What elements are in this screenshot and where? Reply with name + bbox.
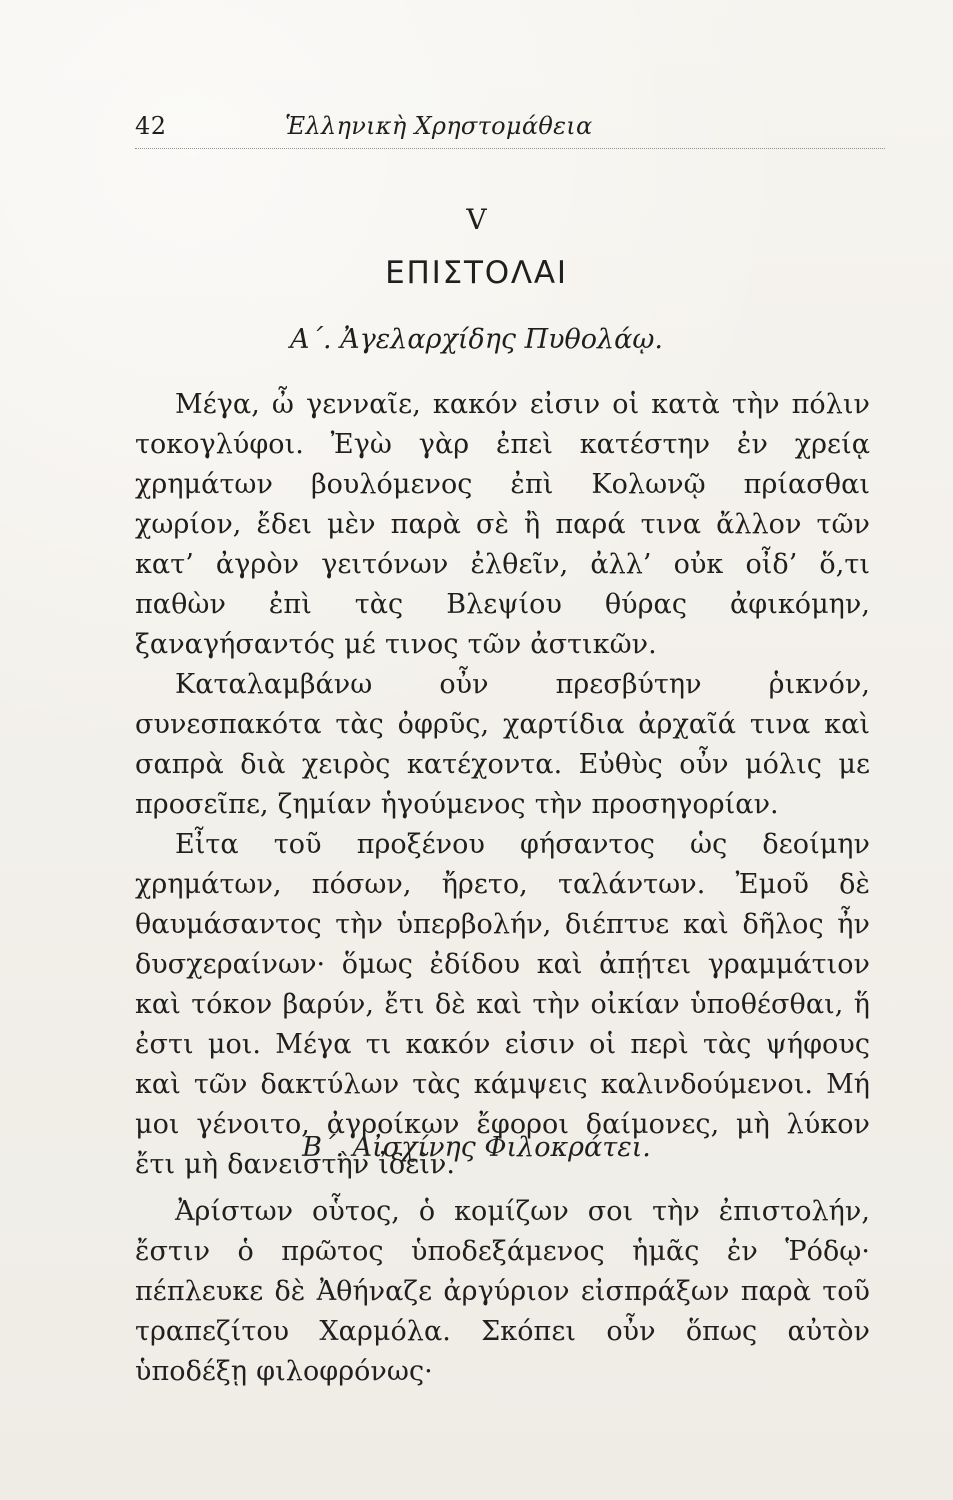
running-title: Ἑλληνικὴ Χρηστομάθεια — [285, 112, 593, 140]
letter-a-heading: Α΄. Ἀγελαρχίδης Πυθολάῳ. — [289, 324, 663, 355]
section-title: ΕΠΙΣΤΟΛΑΙ — [385, 255, 568, 291]
page-number: 42 — [135, 112, 167, 140]
letter-a-paragraph-2: Καταλαμβάνω οὖν πρεσβύτην ῥικνόν, συνεσπακότα τὰς ὀφρῦς, χαρτίδια ἀρχαῖά τινα καὶ σαπρὰ διὰ χειρὸς κατέχοντα. Εὐθὺς οὖν μόλις με προσεῖπε, ζημίαν ἡγούμενος τὴν προσηγορίαν. — [135, 669, 870, 820]
letter-a-body — [135, 385, 870, 1185]
letter-a-paragraph-3: Εἶτα τοῦ προξένου φήσαντος ὡς δεοίμην χρημάτων, πόσων, ἤρετο, ταλάντων. Ἐμοῦ δὲ θαυμάσαντος τὴν ὑπερβολήν, διέπτυε καὶ δῆλος ἦν δυσχεραίνων· ὅμως ἐδίδου καὶ ἀπῄτει γραμμάτιον καὶ τόκον βαρύν, ἔτι δὲ καὶ τὴν οἰκίαν ὑποθέσθαι, ἥ ἐστι μοι. Μέγα τι κακόν εἰσιν οἱ περὶ τὰς ψήφους καὶ τῶν δακτύλων τὰς κάμψεις καλινδούμενοι. Μή μοι γένοιτο, ἀγροίκων ἔφοροι δαίμονες, μὴ λύκον ἔτι μὴ δανειστὴν ἰδεῖν. — [135, 829, 870, 1180]
letter-a-paragraph-1: Μέγα, ὦ γενναῖε, κακόν εἰσιν οἱ κατὰ τὴν πόλιν τοκογλύφοι. Ἐγὼ γὰρ ἐπεὶ κατέστην ἐν χρείᾳ χρημάτων βουλόμενος ἐπὶ Κολωνῷ πρίασθαι χωρίον, ἔδει μὲν παρὰ σὲ ἢ παρά τινα ἄλλον τῶν κατ’ ἀγρὸν γειτόνων ἐλθεῖν, ἀλλ’ οὐκ οἶδ’ ὅ,τι παθὼν ἐπὶ τὰς Βλεψίου θύρας ἀφικόμην, ξαναγήσαντός μέ τινος τῶν ἀστικῶν. — [135, 389, 870, 660]
header-rule — [135, 148, 885, 149]
section-number: V — [466, 203, 487, 236]
letter-b-body — [135, 1192, 870, 1392]
letter-b-heading: Β΄. Αἰσχίνης Φιλοκράτει. — [302, 1132, 651, 1163]
letter-b-paragraph-1: Ἀρίστων οὗτος, ὁ κομίζων σοι τὴν ἐπιστολήν, ἔστιν ὁ πρῶτος ὑποδεξάμενος ἡμᾶς ἐν Ῥόδῳ· πέπλευκε δὲ Ἀθήναζε ἀργύριον εἰσπράξων παρὰ τοῦ τραπεζίτου Χαρμόλα. Σκόπει οὖν ὅπως αὐτὸν ὑποδέξῃ φιλοφρόνως· — [135, 1196, 870, 1387]
running-head — [135, 106, 885, 146]
